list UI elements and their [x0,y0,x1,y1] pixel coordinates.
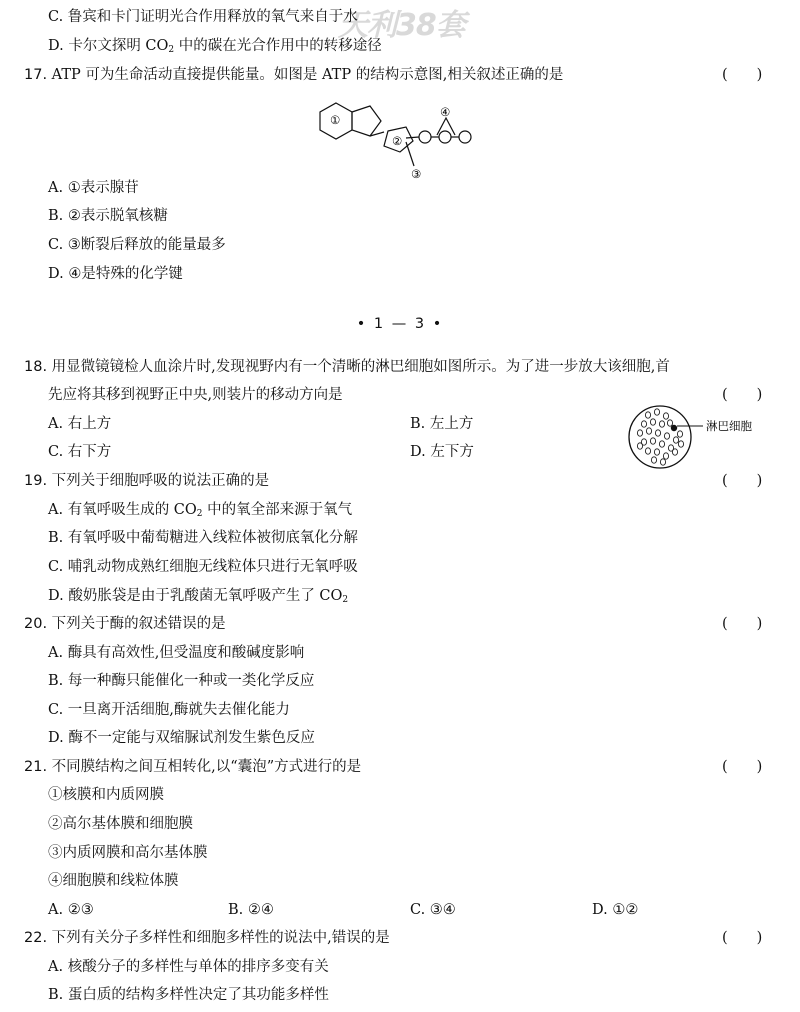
q20-stem: 20. 下列关于酶的叙述错误的是 [24,616,226,632]
red-blood-cell [664,433,669,439]
q22-stem: 22. 下列有关分子多样性和细胞多样性的说法中,错误的是 [24,930,390,946]
microscope-field-diagram [0,0,800,500]
red-blood-cell [646,428,651,434]
red-blood-cell [654,409,659,415]
red-blood-cell [645,448,650,454]
red-blood-cell [663,413,668,419]
q19-stem: 19. 下列关于细胞呼吸的说法正确的是 [24,473,270,489]
q19-option-b: B. 有氧呼吸中葡萄糖进入线粒体被彻底氧化分解 [48,530,358,546]
q18-option-b: B. 左上方 [410,416,474,432]
q21-item-2: ②高尔基体膜和细胞膜 [48,816,193,832]
lymphocyte-dot [671,425,677,431]
q21-stem: 21. 不同膜结构之间互相转化,以“囊泡”方式进行的是 [24,759,362,775]
q18-stem-line1: 18. 用显微镜镜检人血涂片时,发现视野内有一个清晰的淋巴细胞如图所示。为了进一步放大该细胞,首 [24,359,670,375]
page-number: • 1 — 3 • [356,316,444,332]
q17-stem: 17. ATP 可为生命活动直接提供能量。如图是 ATP 的结构示意图,相关叙述正确的是 [24,67,564,83]
q21-option-c: C. ③④ [410,902,456,918]
red-blood-cell [655,430,660,436]
q20-answer-blank: ( ) [722,616,763,632]
q22-option-a: A. 核酸分子的多样性与单体的排序多变有关 [48,959,329,975]
q19-option-a: A. 有氧呼吸生成的 $CO_2$ 中的氧全部来源于氧气 [48,502,353,519]
red-blood-cell [660,459,665,465]
q18-option-d: D. 左下方 [410,444,474,460]
q21-option-b: B. ②④ [228,902,274,918]
q16-option-d: D. 卡尔文探明 $CO_2$ 中的碳在光合作用中的转移途径 [48,38,382,55]
diagram-label-1: ① [330,113,341,127]
q19-answer-blank: ( ) [722,473,763,489]
q21-item-1: ①核膜和内质网膜 [48,787,164,803]
red-blood-cell [650,419,655,425]
red-blood-cell [672,449,677,455]
red-blood-cell [654,449,659,455]
q19-option-c: C. 哺乳动物成熟红细胞无线粒体只进行无氧呼吸 [48,559,358,575]
q21-option-d: D. ①② [592,902,639,918]
red-blood-cell [667,420,672,426]
red-blood-cell [641,421,646,427]
q20-option-b: B. 每一种酶只能催化一种或一类化学反应 [48,673,315,689]
q17-option-c: C. ③断裂后释放的能量最多 [48,237,226,253]
q22-answer-blank: ( ) [722,930,763,946]
q20-option-c: C. 一旦离开活细胞,酶就失去催化能力 [48,702,290,718]
q17-option-d: D. ④是特殊的化学键 [48,266,183,282]
red-blood-cell [637,443,642,449]
q18-option-a: A. 右上方 [48,416,112,432]
q17-option-b: B. ②表示脱氧核糖 [48,208,168,224]
red-blood-cell [637,430,642,436]
q18-answer-blank: ( ) [722,387,763,403]
q21-option-a: A. ②③ [48,902,94,918]
red-blood-cell [663,453,668,459]
lymphocyte-label: 淋巴细胞 [706,419,752,433]
red-blood-cell [677,431,682,437]
watermark-logo: 天利38套 [338,8,465,43]
q22-option-b: B. 蛋白质的结构多样性决定了其功能多样性 [48,987,329,1003]
q20-option-d: D. 酶不一定能与双缩脲试剂发生紫色反应 [48,730,315,746]
q21-answer-blank: ( ) [722,759,763,775]
q17-answer-blank: ( ) [722,67,763,83]
red-blood-cell [673,437,678,443]
q18-stem-line2: 先应将其移到视野正中央,则装片的移动方向是 [48,387,343,403]
q19-option-d: D. 酸奶胀袋是由于乳酸菌无氧呼吸产生了 $CO_2$ [48,588,349,605]
red-blood-cell [650,438,655,444]
diagram-label-2: ② [392,134,403,148]
diagram-label-3: ③ [411,167,422,181]
red-blood-cell [659,441,664,447]
red-blood-cell [651,457,656,463]
red-blood-cell [678,441,683,447]
q18-option-c: C. 右下方 [48,444,112,460]
red-blood-cell [659,421,664,427]
q21-item-3: ③内质网膜和高尔基体膜 [48,845,208,861]
q17-option-a: A. ①表示腺苷 [48,180,139,196]
red-blood-cell [645,412,650,418]
diagram-label-4: ④ [440,105,451,119]
q16-option-c: C. 鲁宾和卡门证明光合作用释放的氧气来自于水 [48,9,358,25]
q21-item-4: ④细胞膜和线粒体膜 [48,873,179,889]
q20-option-a: A. 酶具有高效性,但受温度和酸碱度影响 [48,645,305,661]
